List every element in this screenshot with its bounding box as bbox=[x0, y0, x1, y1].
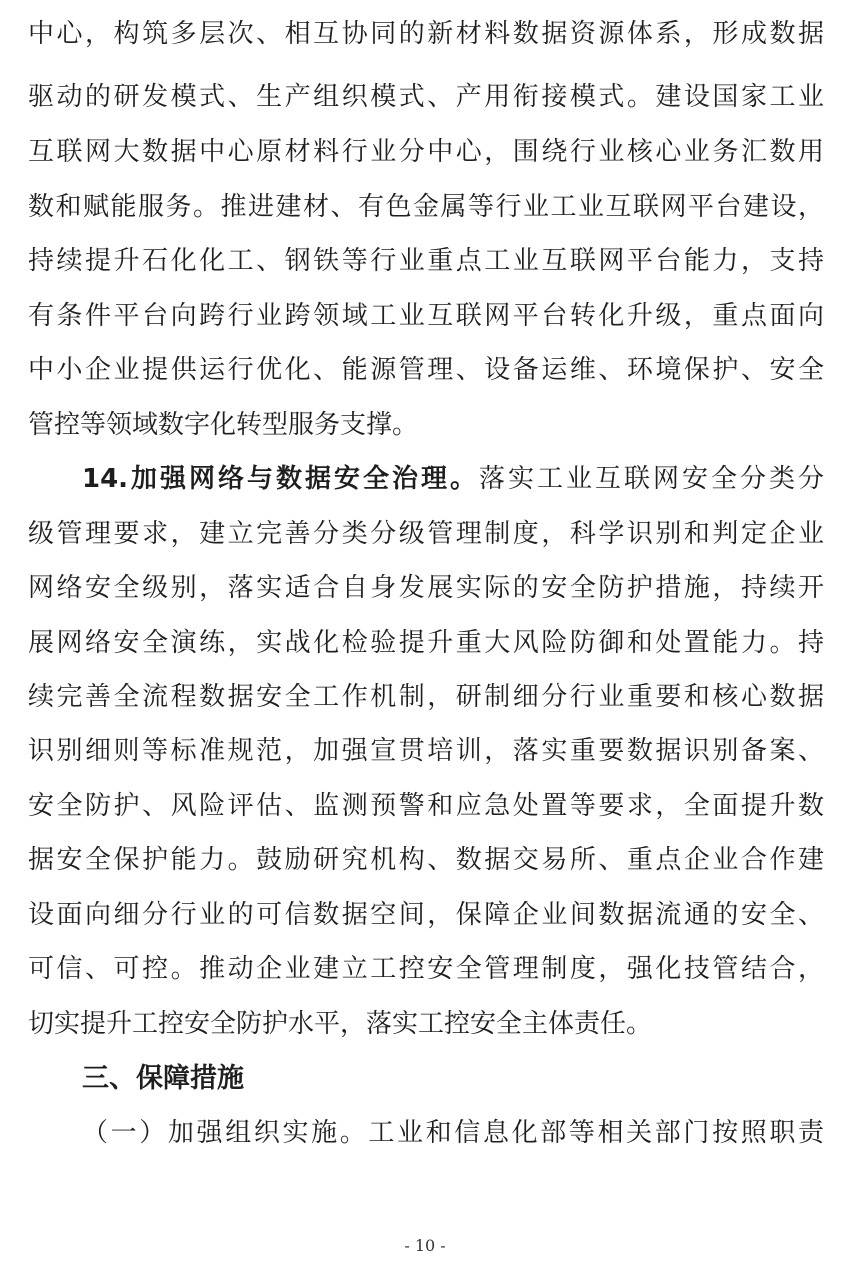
paragraph-2-line-9: 设面向细分行业的可信数据空间，保障企业间数据流通的安全、 bbox=[28, 900, 824, 930]
paragraph-2-line-6: 识别细则等标准规范，加强宣贯培训，落实重要数据识别备案、 bbox=[28, 736, 824, 766]
page-number: - 10 - bbox=[404, 1236, 446, 1255]
paragraph-2-first-line bbox=[82, 459, 824, 499]
paragraph-2-line-8: 据安全保护能力。鼓励研究机构、数据交易所、重点企业合作建 bbox=[28, 845, 824, 875]
paragraph-2-line-11: 切实提升工控安全防护水平，落实工控安全主体责任。 bbox=[28, 1009, 653, 1039]
paragraph-1-line-7: 中小企业提供运行优化、能源管理、设备运维、环境保护、安全 bbox=[28, 355, 824, 385]
paragraph-1-line-4: 数和赋能服务。推进建材、有色金属等行业工业互联网平台建设， bbox=[28, 192, 824, 222]
section-heading: 三、保障措施 bbox=[82, 1063, 244, 1094]
paragraph-1-line-8: 管控等领域数字化转型服务支撑。 bbox=[28, 410, 419, 440]
paragraph-1-line-6: 有条件平台向跨行业跨领域工业互联网平台转化升级，重点面向 bbox=[28, 301, 824, 331]
paragraph-1-line-3: 互联网大数据中心原材料行业分中心，围绕行业核心业务汇数用 bbox=[28, 137, 824, 167]
paragraph-3-line-1: （一）加强组织实施。工业和信息化部等相关部门按照职责 bbox=[82, 1118, 824, 1148]
paragraph-2-lead-text: 落实工业互联网安全分类分 bbox=[479, 464, 824, 494]
paragraph-1-line-5: 持续提升石化化工、钢铁等行业重点工业互联网平台能力，支持 bbox=[28, 246, 824, 276]
paragraph-1-line-2: 驱动的研发模式、生产组织模式、产用衔接模式。建设国家工业 bbox=[28, 82, 824, 112]
paragraph-2-lead-heading: 14.加强网络与数据安全治理。 bbox=[82, 464, 480, 494]
paragraph-2-line-4: 展网络安全演练，实战化检验提升重大风险防御和处置能力。持 bbox=[28, 628, 824, 658]
paragraph-2-line-3: 网络安全级别，落实适合自身发展实际的安全防护措施，持续开 bbox=[28, 573, 824, 603]
paragraph-2-line-2: 级管理要求，建立完善分类分级管理制度，科学识别和判定企业 bbox=[28, 519, 824, 549]
paragraph-1-line-1: 中心，构筑多层次、相互协同的新材料数据资源体系，形成数据 bbox=[28, 19, 824, 49]
paragraph-2-line-10: 可信、可控。推动企业建立工控安全管理制度，强化技管结合， bbox=[28, 954, 824, 984]
paragraph-2-line-7: 安全防护、风险评估、监测预警和应急处置等要求，全面提升数 bbox=[28, 791, 824, 821]
paragraph-2-line-5: 续完善全流程数据安全工作机制，研制细分行业重要和核心数据 bbox=[28, 682, 824, 712]
